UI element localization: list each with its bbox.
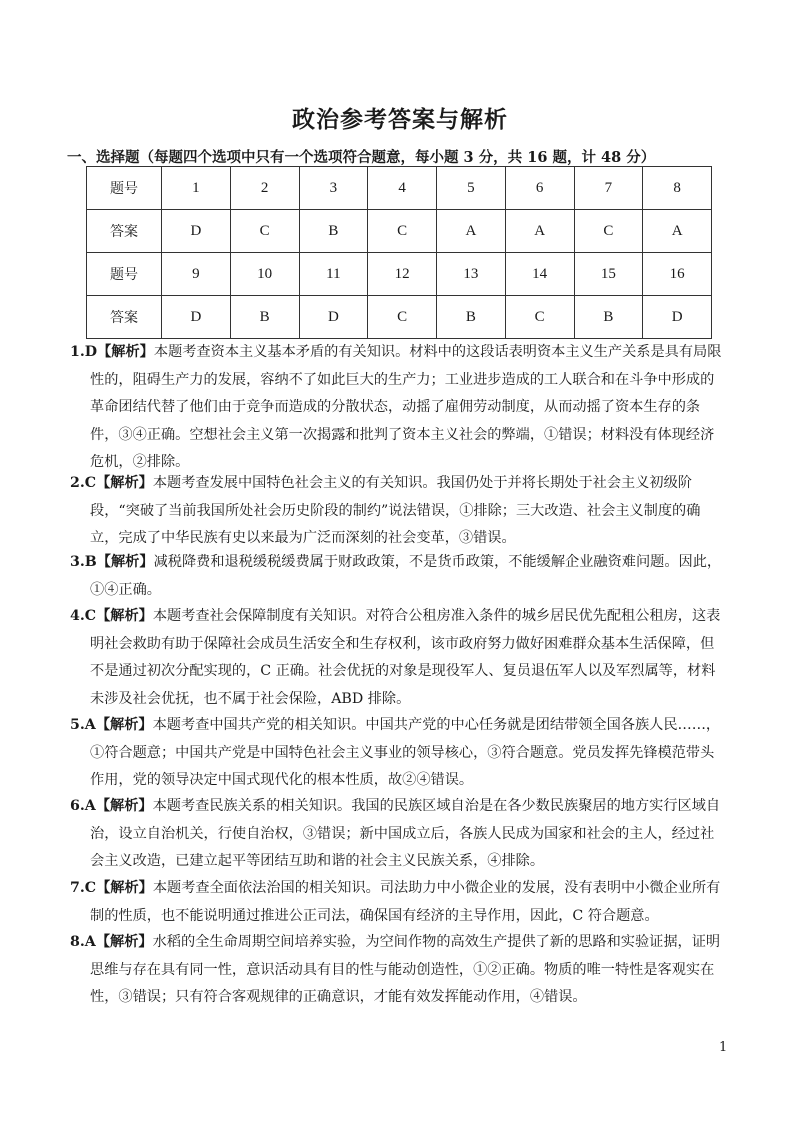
answer-cell: B <box>437 296 506 339</box>
question-number-cell: 2 <box>230 167 299 210</box>
question-number-cell: 5 <box>437 167 506 210</box>
explanation-item-2 <box>70 470 726 553</box>
answer-cell: A <box>505 210 574 253</box>
item-text: 本题考查社会保障制度有关知识。对符合公租房准入条件的城乡居民优先配租公租房，这表明社会救助有助于保障社会成员生活安全和生存权利，该市政府努力做好困难群众基本生活保障，但不是通过初次分配实现的，C 正确。社会优抚的对象是现役军人、复员退伍军人以及军烈属等，材料未涉及社会优抚，也不属于社会保险，ABD 排除。 <box>90 608 721 707</box>
answer-cell: D <box>162 210 231 253</box>
answer-cell: C <box>368 296 437 339</box>
row-label-question: 题号 <box>87 167 162 210</box>
answer-cell: A <box>437 210 506 253</box>
item-text: 本题考查发展中国特色社会主义的有关知识。我国仍处于并将长期处于社会主义初级阶段，“突破了当前我国所处社会历史阶段的制约”说法错误，①排除；三大改造、社会主义制度的确立，完成了中华民族有史以来最为广泛而深刻的社会变革，③错误。 <box>90 475 701 547</box>
item-text: 本题考查全面依法治国的相关知识。司法助力中小微企业的发展，没有表明中小微企业所有制的性质，也不能说明通过推进公正司法，确保国有经济的主导作用，因此，C 符合题意。 <box>90 880 721 924</box>
item-label: 7.C【解析】 <box>70 880 153 896</box>
explanation-item-7 <box>70 875 726 930</box>
item-label: 8.A【解析】 <box>70 934 153 950</box>
item-label: 5.A【解析】 <box>70 717 153 733</box>
question-number-cell: 4 <box>368 167 437 210</box>
page-title: 政治参考答案与解析 <box>292 106 508 133</box>
explanation-item-8 <box>70 929 726 1012</box>
item-label: 3.B【解析】 <box>70 554 154 570</box>
item-label: 4.C【解析】 <box>70 608 153 624</box>
item-label: 6.A【解析】 <box>70 798 153 814</box>
answer-cell: B <box>230 296 299 339</box>
table-row-answers-2 <box>87 296 712 339</box>
table-row-answers-1 <box>87 210 712 253</box>
question-number-cell: 3 <box>299 167 368 210</box>
answer-cell: B <box>574 296 643 339</box>
question-number-cell: 13 <box>437 253 506 296</box>
item-text: 水稻的全生命周期空间培养实验，为空间作物的高效生产提供了新的思路和实验证据，证明思维与存在具有同一性，意识活动具有目的性与能动创造性，①②正确。物质的唯一特性是客观实在性，③错误；只有符合客观规律的正确意识，才能有效发挥能动作用，④错误。 <box>90 934 721 1006</box>
question-number-cell: 11 <box>299 253 368 296</box>
explanation-item-6 <box>70 793 726 876</box>
section-heading-multiple-choice: 一、选择题（每题四个选项中只有一个选项符合题意，每小题 3 分，共 16 题，计 48 分） <box>67 149 656 166</box>
question-number-cell: 14 <box>505 253 574 296</box>
answer-cell: A <box>643 210 712 253</box>
row-label-answer: 答案 <box>87 296 162 339</box>
item-label: 1.D【解析】 <box>70 344 154 360</box>
answer-cell: C <box>505 296 574 339</box>
explanation-item-5 <box>70 712 726 795</box>
row-label-answer: 答案 <box>87 210 162 253</box>
page-number: 1 <box>719 1040 728 1055</box>
item-text: 减税降费和退税缓税缓费属于财政政策，不是货币政策，不能缓解企业融资难问题。因此，①④正确。 <box>90 554 722 598</box>
explanation-item-3 <box>70 549 726 604</box>
row-label-question: 题号 <box>87 253 162 296</box>
table-row-question-numbers-1 <box>87 167 712 210</box>
answer-cell: D <box>299 296 368 339</box>
question-number-cell: 9 <box>162 253 231 296</box>
answer-table <box>86 166 712 339</box>
answer-cell: B <box>299 210 368 253</box>
answer-cell: D <box>162 296 231 339</box>
question-number-cell: 8 <box>643 167 712 210</box>
item-text: 本题考查民族关系的相关知识。我国的民族区域自治是在各少数民族聚居的地方实行区域自治，设立自治机关，行使自治权，③错误；新中国成立后，各族人民成为国家和社会的主人，经过社会主义改造，已建立起平等团结互助和谐的社会主义民族关系，④排除。 <box>90 798 721 870</box>
question-number-cell: 6 <box>505 167 574 210</box>
answer-cell: C <box>230 210 299 253</box>
question-number-cell: 15 <box>574 253 643 296</box>
explanation-item-4 <box>70 603 726 713</box>
question-number-cell: 10 <box>230 253 299 296</box>
answer-cell: C <box>368 210 437 253</box>
item-text: 本题考查中国共产党的相关知识。中国共产党的中心任务就是团结带领全国各族人民……，①符合题意；中国共产党是中国特色社会主义事业的领导核心，③符合题意。党员发挥先锋模范带头作用，党的领导决定中国式现代化的根本性质，故②④错误。 <box>90 717 721 789</box>
question-number-cell: 7 <box>574 167 643 210</box>
item-text: 本题考查资本主义基本矛盾的有关知识。材料中的这段话表明资本主义生产关系是具有局限性的，阻碍生产力的发展，容纳不了如此巨大的生产力；工业进步造成的工人联合和在斗争中形成的革命团结代替了他们由于竞争而造成的分散状态，动摇了雇佣劳动制度，从而动摇了资本生存的条件，③④正确。空想社会主义第一次揭露和批判了资本主义社会的弊端，①错误；材料没有体现经济危机，②排除。 <box>90 344 722 471</box>
table-row-question-numbers-2 <box>87 253 712 296</box>
explanation-item-1 <box>70 339 726 477</box>
question-number-cell: 12 <box>368 253 437 296</box>
item-label: 2.C【解析】 <box>70 475 153 491</box>
question-number-cell: 1 <box>162 167 231 210</box>
answer-cell: C <box>574 210 643 253</box>
question-number-cell: 16 <box>643 253 712 296</box>
answer-cell: D <box>643 296 712 339</box>
